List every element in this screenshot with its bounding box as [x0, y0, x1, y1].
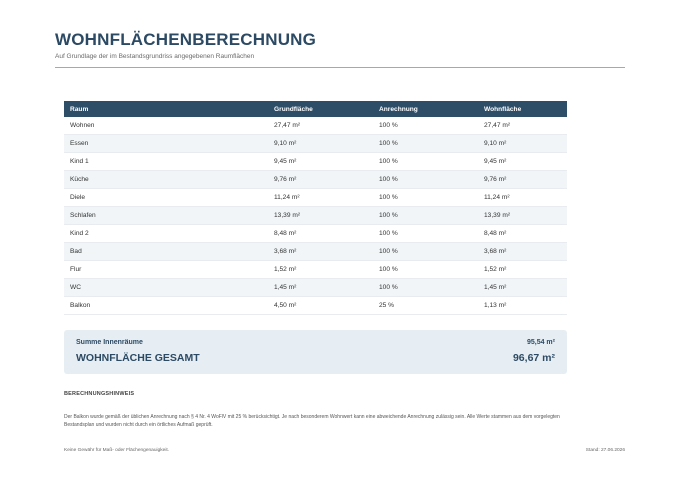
table-row: [64, 117, 567, 135]
cell-factor: 100 %: [373, 261, 478, 279]
cell-floor-area: 11,24 m²: [268, 189, 373, 207]
cell-factor: 25 %: [373, 297, 478, 315]
interior-sum-label: Summe Innenräume: [76, 339, 143, 346]
cell-factor: 100 %: [373, 279, 478, 297]
cell-living-area: 3,68 m²: [478, 243, 567, 261]
cell-living-area: 13,39 m²: [478, 207, 567, 225]
cell-room: Kind 2: [64, 225, 268, 243]
cell-floor-area: 9,10 m²: [268, 135, 373, 153]
column-header-anrechnung: Anrechnung: [373, 101, 478, 117]
table-header-row: [64, 101, 567, 117]
interior-sum-value: 95,54 m²: [526, 339, 555, 346]
cell-factor: 100 %: [373, 225, 478, 243]
table-row: [64, 153, 567, 171]
cell-floor-area: 3,68 m²: [268, 243, 373, 261]
table-row: [64, 261, 567, 279]
cell-floor-area: 27,47 m²: [268, 117, 373, 135]
cell-factor: 100 %: [373, 117, 478, 135]
cell-room: Flur: [64, 261, 268, 279]
cell-factor: 100 %: [373, 243, 478, 261]
cell-factor: 100 %: [373, 153, 478, 171]
cell-factor: 100 %: [373, 207, 478, 225]
cell-living-area: 9,45 m²: [478, 153, 567, 171]
table-row: [64, 135, 567, 153]
summary-box: [64, 330, 567, 374]
cell-floor-area: 4,50 m²: [268, 297, 373, 315]
cell-living-area: 9,10 m²: [478, 135, 567, 153]
cell-floor-area: 9,76 m²: [268, 171, 373, 189]
cell-factor: 100 %: [373, 189, 478, 207]
cell-room: Kind 1: [64, 153, 268, 171]
cell-factor: 100 %: [373, 135, 478, 153]
cell-living-area: 1,13 m²: [478, 297, 567, 315]
page-title: WOHNFLÄCHENBERECHNUNG: [55, 30, 317, 49]
table-row: [64, 189, 567, 207]
column-header-grundflaeche: Grundfläche: [268, 101, 373, 117]
page-subtitle: Auf Grundlage der im Bestandsgrundriss angegebenen Raumflächen: [55, 53, 255, 60]
table-row: [64, 171, 567, 189]
cell-living-area: 27,47 m²: [478, 117, 567, 135]
footer-date: Stand: 27.06.2026: [585, 448, 625, 453]
table-row: [64, 279, 567, 297]
cell-living-area: 11,24 m²: [478, 189, 567, 207]
cell-living-area: 1,45 m²: [478, 279, 567, 297]
area-table: [64, 101, 567, 315]
cell-floor-area: 1,52 m²: [268, 261, 373, 279]
cell-living-area: 9,76 m²: [478, 171, 567, 189]
cell-room: WC: [64, 279, 268, 297]
notes-heading: BERECHNUNGSHINWEIS: [64, 391, 135, 397]
notes-text: Der Balkon wurde gemäß der üblichen Anrechnung nach § 4 Nr. 4 WoFlV mit 25 % berücksichtigt. Je nach besonderem Wohnwert kann eine abweichende Anrechnung zulässig sein. Alle Werte stammen aus dem vorgelegten Bestandsplan und wurden nicht durch ein örtliches Aufmaß geprüft.: [64, 414, 560, 428]
cell-factor: 100 %: [373, 171, 478, 189]
cell-room: Küche: [64, 171, 268, 189]
column-header-wohnflaeche: Wohnfläche: [478, 101, 567, 117]
total-area-value: 96,67 m²: [512, 352, 555, 364]
column-header-raum: Raum: [64, 101, 268, 117]
footer-disclaimer: Keine Gewähr für Maß- oder Flächengenauigkeit.: [64, 448, 170, 453]
table-row: [64, 297, 567, 315]
cell-floor-area: 8,48 m²: [268, 225, 373, 243]
cell-room: Schlafen: [64, 207, 268, 225]
cell-living-area: 8,48 m²: [478, 225, 567, 243]
table-row: [64, 243, 567, 261]
cell-floor-area: 9,45 m²: [268, 153, 373, 171]
cell-room: Bad: [64, 243, 268, 261]
header-divider: [55, 67, 625, 68]
cell-living-area: 1,52 m²: [478, 261, 567, 279]
cell-floor-area: 1,45 m²: [268, 279, 373, 297]
cell-room: Essen: [64, 135, 268, 153]
cell-floor-area: 13,39 m²: [268, 207, 373, 225]
cell-room: Diele: [64, 189, 268, 207]
cell-room: Balkon: [64, 297, 268, 315]
cell-room: Wohnen: [64, 117, 268, 135]
total-area-label: WOHNFLÄCHE GESAMT: [76, 352, 200, 364]
table-row: [64, 207, 567, 225]
table-row: [64, 225, 567, 243]
